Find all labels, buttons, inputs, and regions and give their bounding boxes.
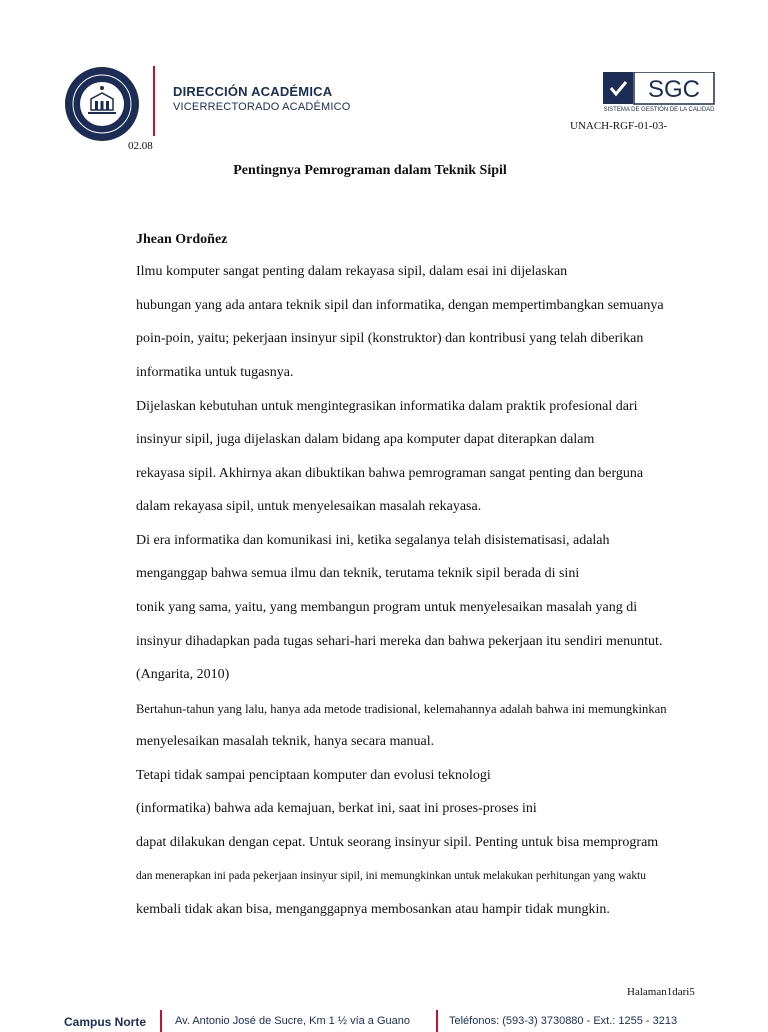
- body-line: (informatika) bahwa ada kemajuan, berkat ini, saat ini proses-proses ini: [136, 801, 537, 816]
- document-code: UNACH-RGF-01-03-: [570, 120, 668, 132]
- body-line: menyelesaikan masalah teknik, hanya secara manual.: [136, 734, 435, 749]
- footer-divider: [436, 1010, 438, 1032]
- document-code-suffix: 02.08: [128, 140, 153, 152]
- page-number: Halaman1dari5: [627, 986, 695, 998]
- body-line: Dijelaskan kebutuhan untuk mengintegrasikan informatika dalam praktik profesional dari: [136, 399, 638, 414]
- body-line: Tetapi tidak sampai penciptaan komputer dan evolusi teknologi: [136, 768, 491, 783]
- body-line: tonik yang sama, yaitu, yang membangun program untuk menyelesaikan masalah yang di: [136, 600, 638, 615]
- department-title: DIRECCIÓN ACADÉMICA: [173, 84, 333, 99]
- body-line: insinyur dihadapkan pada tugas sehari-hari mereka dan bahwa pekerjaan itu sendiri menuntut.: [136, 634, 663, 649]
- body-line: kembali tidak akan bisa, menganggapnya membosankan atau hampir tidak mungkin.: [136, 902, 610, 917]
- body-line: informatika untuk tugasnya.: [136, 365, 294, 380]
- body-line: Bertahun-tahun yang lalu, hanya ada metode tradisional, kelemahannya adalah bahwa ini memungkinkan: [136, 702, 667, 716]
- body-line: Di era informatika dan komunikasi ini, ketika segalanya telah disistematisasi, adalah: [136, 533, 610, 548]
- body-line: insinyur sipil, juga dijelaskan dalam bidang apa komputer dapat diterapkan dalam: [136, 432, 595, 447]
- body-line: poin-poin, yaitu; pekerjaan insinyur sipil (konstruktor) dan kontribusi yang telah diberikan: [136, 331, 644, 346]
- body-line: Ilmu komputer sangat penting dalam rekayasa sipil, dalam esai ini dijelaskan: [136, 264, 568, 279]
- body-line: dalam rekayasa sipil, untuk menyelesaikan masalah rekayasa.: [136, 499, 482, 514]
- footer-phone: Teléfonos: (593-3) 3730880 - Ext.: 1255 - 3213: [449, 1015, 678, 1027]
- university-seal-icon: [64, 66, 140, 142]
- sgc-logo-text: SGC: [647, 76, 701, 103]
- body-line: dapat dilakukan dengan cepat. Untuk seorang insinyur sipil. Penting untuk bisa memprogram: [136, 835, 659, 850]
- department-subtitle: VICERRECTORADO ACADÉMICO: [173, 101, 351, 113]
- author-name: Jhean Ordoñez: [136, 232, 228, 247]
- footer-campus: Campus Norte: [64, 1015, 147, 1029]
- footer-address: Av. Antonio José de Sucre, Km 1 ½ vía a Guano: [175, 1015, 411, 1027]
- sgc-caption: SISTEMA DE GESTIÓN DE LA CALIDAD: [603, 107, 715, 112]
- document-title: Pentingnya Pemrograman dalam Teknik Sipil: [233, 163, 507, 178]
- body-line: dan menerapkan ini pada pekerjaan insinyur sipil, ini memungkinkan untuk melakukan perhitungan yang waktu: [136, 870, 646, 882]
- sgc-logo-icon: [603, 72, 715, 112]
- body-line: rekayasa sipil. Akhirnya akan dibuktikan bahwa pemrograman sangat penting dan berguna: [136, 466, 644, 481]
- citation: (Angarita, 2010): [136, 667, 230, 682]
- footer-divider: [160, 1010, 162, 1032]
- body-line: hubungan yang ada antara teknik sipil dan informatika, dengan mempertimbangkan semuanya: [136, 298, 664, 313]
- body-line: menganggap bahwa semua ilmu dan teknik, terutama teknik sipil berada di sini: [136, 566, 580, 581]
- header-divider: [153, 66, 155, 136]
